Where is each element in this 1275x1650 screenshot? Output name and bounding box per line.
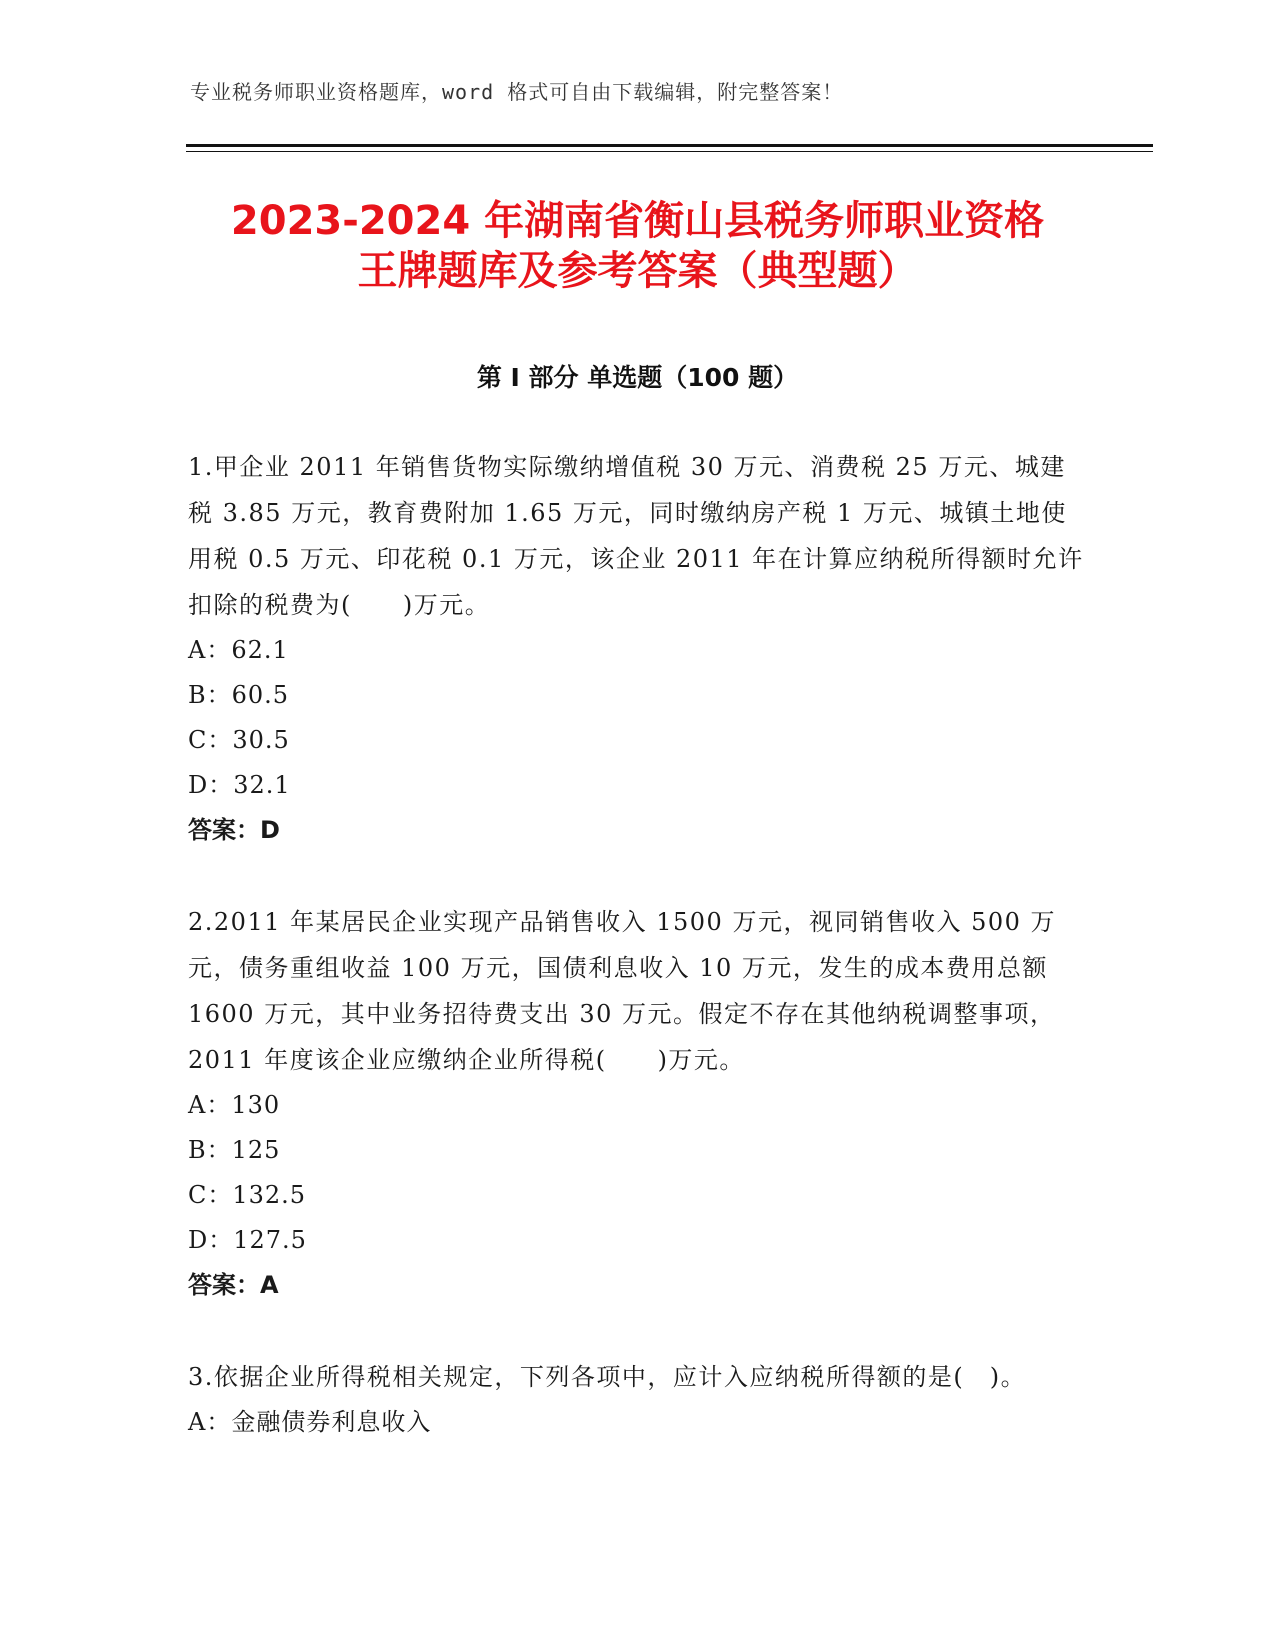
section-title: 第 I 部分 单选题（100 题） xyxy=(476,363,799,392)
question-text: 1.甲企业 2011 年销售货物实际缴纳增值税 30 万元、消费税 25 万元、城建税 3.85 万元，教育费附加 1.65 万元，同时缴纳房产税 1 万元、城镇土地使用税 0.5 万元、印花税 0.1 万元，该企业 2011 年在计算应纳税所得额时允许扣除的税费为( )万元。 xyxy=(188,453,1084,619)
option-d: D：127.5 xyxy=(188,1226,307,1254)
question-text: 2.2011 年某居民企业实现产品销售收入 1500 万元，视同销售收入 500 万元，债务重组收益 100 万元，国债利息收入 10 万元，发生的成本费用总额 1600 万元，其中业务招待费支出 30 万元。假定不存在其他纳税调整事项，2011 年度该企业应缴纳企业所得税( )万元。 xyxy=(188,908,1057,1074)
option-a: A：金融债券利息收入 xyxy=(188,1408,432,1436)
document-title-line-1: 2023-2024 年湖南省衡山县税务师职业资格 xyxy=(230,198,1045,244)
option-b: B：60.5 xyxy=(188,681,290,709)
option-b: B：125 xyxy=(188,1136,281,1164)
option-c: C：132.5 xyxy=(188,1181,307,1209)
document-title-line-2: 王牌题库及参考答案（典型题） xyxy=(357,248,918,294)
option-a: A：62.1 xyxy=(188,636,289,664)
option-c: C：30.5 xyxy=(188,726,290,754)
answer: 答案：A xyxy=(188,1271,279,1299)
document-title xyxy=(150,196,1125,296)
option-a: A：130 xyxy=(188,1091,281,1119)
question-3 xyxy=(188,1354,1088,1445)
option-d: D：32.1 xyxy=(188,771,291,799)
header-divider-thick xyxy=(186,144,1153,147)
header-note: 专业税务师职业资格题库，word 格式可自由下载编辑，附完整答案！ xyxy=(190,80,844,104)
question-1 xyxy=(188,444,1088,853)
question-list xyxy=(188,444,1088,1491)
question-2 xyxy=(188,899,1088,1308)
header-divider-thin xyxy=(186,151,1153,152)
answer: 答案：D xyxy=(188,816,280,844)
question-text: 3.依据企业所得税相关规定，下列各项中，应计入应纳税所得额的是( )。 xyxy=(188,1363,1027,1391)
